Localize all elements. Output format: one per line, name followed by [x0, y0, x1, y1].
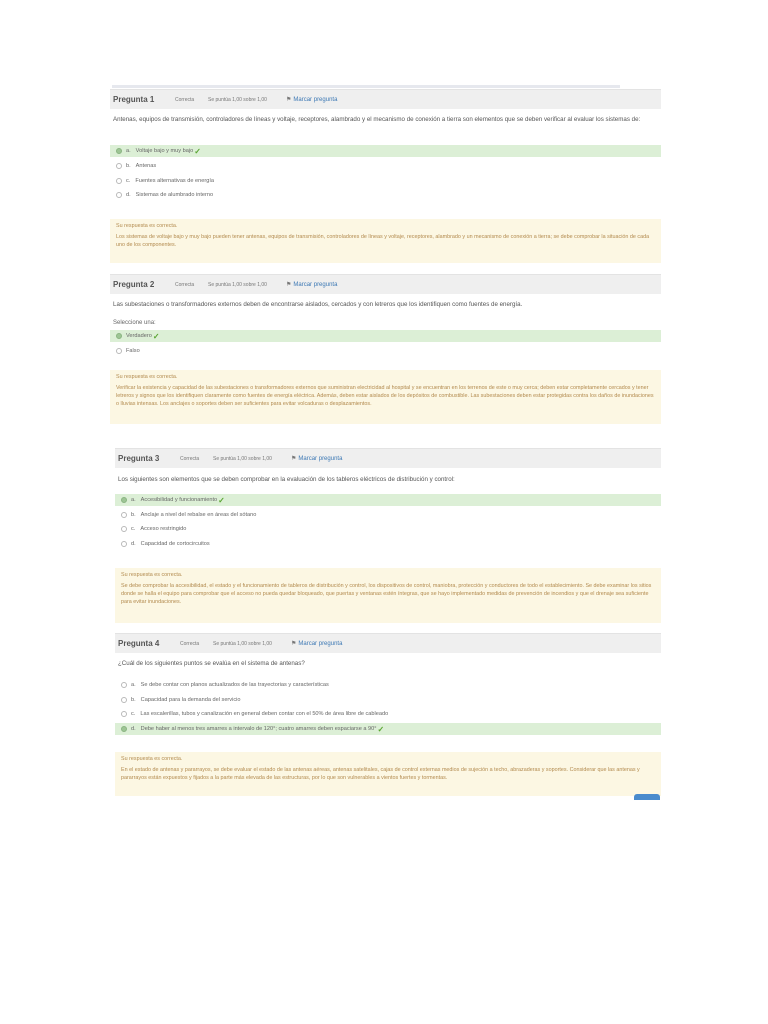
question-number: Pregunta 1 — [113, 95, 155, 104]
option-a[interactable] — [110, 145, 661, 157]
radio-button[interactable] — [121, 497, 127, 503]
option-false[interactable] — [110, 345, 661, 357]
radio-button[interactable] — [121, 711, 127, 717]
radio-button[interactable] — [121, 512, 127, 518]
option-b[interactable] — [110, 160, 661, 172]
option-letter: a. — [126, 148, 131, 154]
option-c[interactable] — [110, 175, 661, 187]
radio-button[interactable] — [121, 526, 127, 532]
question-text: Las subestaciones o transformadores externos deben de encontrarse aislados, cercados y con letreros que los identifiquen como fuentes de energía. — [113, 301, 523, 308]
flag-icon: ⚑ — [286, 97, 292, 103]
flag-icon: ⚑ — [291, 456, 297, 462]
feedback-title: Su respuesta es correcta. — [116, 374, 178, 380]
check-icon: ✓ — [377, 724, 385, 734]
option-b[interactable] — [115, 509, 661, 521]
question-state: Correcta — [175, 96, 195, 103]
feedback-box — [115, 752, 661, 796]
option-a[interactable] — [115, 494, 661, 506]
option-letter: c. — [131, 711, 136, 717]
flag-question-label: Marcar pregunta — [293, 96, 338, 103]
option-letter: b. — [131, 512, 136, 518]
question-score: Se puntúa 1,00 sobre 1,00 — [213, 640, 272, 647]
flag-question-label: Marcar pregunta — [298, 455, 343, 462]
check-icon: ✓ — [194, 146, 201, 156]
flag-icon: ⚑ — [286, 282, 292, 288]
option-label: Sistemas de alumbrado interno — [135, 192, 214, 198]
question-text: ¿Cuál de los siguientes puntos se evalúa en el sistema de antenas? — [118, 660, 305, 667]
radio-button[interactable] — [121, 697, 127, 703]
option-label: Anclaje a nivel del rebalse en áreas del sótano — [140, 512, 257, 518]
option-letter: b. — [126, 163, 131, 169]
feedback-text: Se debe comprobar la accesibilidad, el estado y el funcionamiento de tableros de distribución y control, los dispositivos de control, maniobra, protección y conductores de todo el establecimiento. Se debe examinar los sitios donde se halla el equipo para comprobar que el acceso no pueda quedar bloqueado, que puertas y ventanas estén íntegras, que se hayo implementado medidas de prevención de incendios y que el drenaje sea suficiente para evitar inundaciones. — [121, 583, 652, 605]
option-c[interactable] — [115, 523, 661, 535]
question-state: Correcta — [175, 281, 195, 288]
option-label: Capacidad de cortocircuitos — [140, 541, 210, 547]
option-label: Falso — [126, 348, 140, 354]
option-c[interactable] — [115, 708, 661, 720]
radio-button[interactable] — [116, 163, 122, 169]
option-letter: d. — [126, 192, 131, 198]
flag-question-link[interactable] — [286, 96, 337, 103]
question-header — [110, 274, 661, 294]
option-letter: a. — [131, 682, 136, 688]
question-3 — [115, 448, 661, 624]
option-letter: d. — [131, 541, 136, 547]
option-true[interactable] — [110, 330, 661, 342]
page-top-divider — [112, 85, 620, 88]
option-label: Voltaje bajo y muy bajo — [135, 148, 194, 154]
feedback-text: Verificar la existencia y capacidad de las subestaciones o transformadores externos que suministran electricidad al hospital y se encuentran en los terrenos de este o muy cerca; deben estar completamente cercados y tener letreros y signos que los identifiquen claramente como fuentes de energía eléctrica. Además, deben estar aislados de los depósitos de combustible. Las subestaciones deben estar protegidas contra los daños de inundaciones o lluvias intensas. Los anclajes o soportes deben ser suficientes para evitar volcaduras o desplazamientos. — [116, 385, 654, 407]
question-number: Pregunta 2 — [113, 280, 155, 289]
question-4 — [115, 633, 661, 797]
question-number: Pregunta 4 — [118, 639, 160, 648]
option-label: Fuentes alternativas de energía — [135, 178, 215, 184]
check-icon: ✓ — [218, 495, 225, 505]
option-label: Antenas — [135, 163, 157, 169]
option-d[interactable] — [115, 538, 661, 550]
option-label: Verdadero — [126, 333, 152, 339]
feedback-title: Su respuesta es correcta. — [121, 756, 183, 762]
radio-button[interactable] — [116, 178, 122, 184]
radio-button[interactable] — [116, 192, 122, 198]
option-d[interactable] — [110, 189, 661, 201]
flag-question-link[interactable] — [286, 281, 337, 288]
option-label: Acceso restringido — [140, 526, 187, 532]
option-label: Capacidad para la demanda del servicio — [140, 697, 241, 703]
question-number: Pregunta 3 — [118, 454, 160, 463]
feedback-box — [115, 568, 661, 623]
question-state: Correcta — [180, 455, 200, 462]
feedback-title: Su respuesta es correcta. — [116, 223, 178, 229]
question-text: Los siguientes son elementos que se deben comprobar en la evaluación de los tableros eléctricos de distribución y control: — [118, 476, 455, 483]
feedback-text: Los sistemas de voltaje bajo y muy bajo pueden tener antenas, equipos de transmisión, controladores de líneas y voltaje, receptores, alambrado y un mecanismo de conexión a tierra; se debe comprobar la situación de cada uno de los componentes. — [116, 234, 650, 248]
check-icon: ✓ — [152, 331, 160, 341]
option-d[interactable] — [115, 723, 661, 735]
radio-button[interactable] — [116, 348, 122, 354]
question-score: Se puntúa 1,00 sobre 1,00 — [208, 96, 267, 103]
question-state: Correcta — [180, 640, 200, 647]
option-label: Debe haber al menos tres amarres a intervalo de 120°; cuatro amarres deben espaciarse a 90° — [140, 726, 377, 732]
select-one-label: Seleccione una: — [113, 320, 156, 326]
option-label: Accesibilidad y funcionamiento — [140, 497, 218, 503]
flag-question-link[interactable] — [291, 455, 342, 462]
question-header — [115, 448, 661, 468]
question-score: Se puntúa 1,00 sobre 1,00 — [213, 455, 272, 462]
option-letter: c. — [126, 178, 131, 184]
feedback-title: Su respuesta es correcta. — [121, 572, 183, 578]
flag-question-link[interactable] — [291, 640, 342, 647]
flag-icon: ⚑ — [291, 641, 297, 647]
option-letter: c. — [131, 526, 136, 532]
radio-button[interactable] — [121, 682, 127, 688]
option-b[interactable] — [115, 694, 661, 706]
feedback-box — [110, 370, 661, 424]
navigation-button[interactable] — [634, 794, 660, 800]
radio-button[interactable] — [121, 541, 127, 547]
radio-button[interactable] — [116, 148, 122, 154]
question-header — [110, 89, 661, 109]
question-text: Antenas, equipos de transmisión, controladores de líneas y voltaje, receptores, alambrado y el mecanismo de conexión a tierra son elementos que se deben verificar al evaluar los sistemas de: — [113, 116, 641, 123]
feedback-box — [110, 219, 661, 263]
option-label: Se debe contar con planos actualizados de las trayectorias y características — [140, 682, 329, 688]
option-letter: a. — [131, 497, 136, 503]
option-label: Las escalerillas, tubos y canalización en general deben contar con el 50% de área libre de cableado — [140, 711, 389, 717]
option-letter: b. — [131, 697, 136, 703]
radio-button[interactable] — [116, 333, 122, 339]
flag-question-label: Marcar pregunta — [293, 281, 338, 288]
question-1 — [110, 89, 661, 264]
question-2 — [110, 274, 661, 426]
radio-button[interactable] — [121, 726, 127, 732]
option-a[interactable] — [115, 679, 661, 691]
flag-question-label: Marcar pregunta — [298, 640, 343, 647]
feedback-text: En el estado de antenas y pararrayos, se debe evaluar el estado de las antenas aéreas, antenas satelitales, cajas de control externas medios de sujeción a techo, abrazaderas y soportes. Considerar que las antenas y pararrayos están expuestos y fijados a la parte más elevada de las estructuras, por lo que son vulnerables a vientos fuertes y tormentas. — [121, 767, 640, 781]
question-header — [115, 633, 661, 653]
option-letter: d. — [131, 726, 136, 732]
question-score: Se puntúa 1,00 sobre 1,00 — [208, 281, 267, 288]
